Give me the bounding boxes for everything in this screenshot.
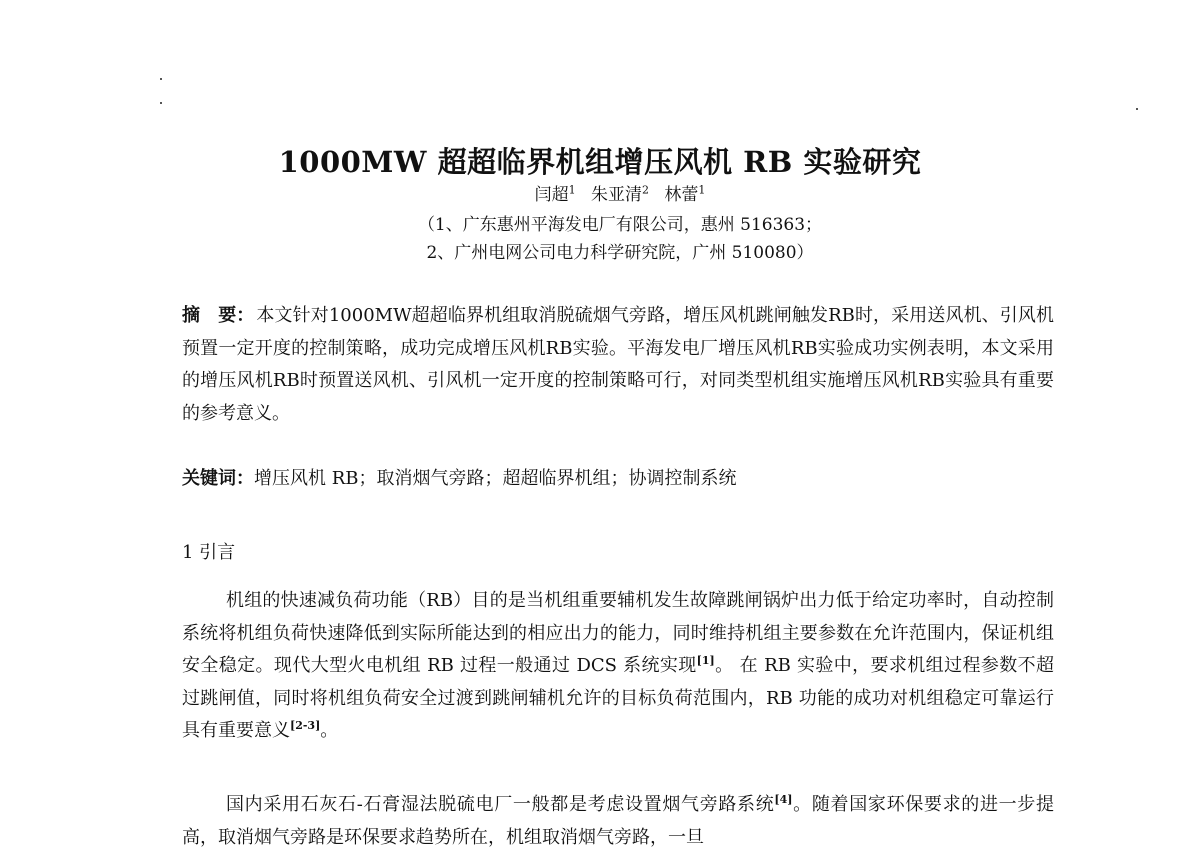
- citation: [4]: [774, 793, 793, 806]
- keywords: [182, 463, 1054, 495]
- affiliation-2: 2、广州电网公司电力科学研究院，广州 510080）: [426, 243, 814, 263]
- citation: [2-3]: [290, 719, 321, 732]
- section-heading: 1 引言: [182, 542, 236, 563]
- affiliation-1: （1、广东惠州平海发电厂有限公司，惠州 516363；: [417, 215, 823, 235]
- paper-title: 1000MW 超超临界机组增压风机 RB 实验研究: [278, 145, 922, 179]
- scan-speck: [1136, 108, 1138, 110]
- author: 林蕾$^1$: [664, 183, 706, 205]
- scan-speck: [160, 78, 162, 80]
- citation: [1]: [696, 654, 715, 667]
- author: 朱亚清$^2$: [591, 183, 649, 205]
- keywords-label: 关键词：: [182, 468, 254, 489]
- author-list: [0, 180, 1200, 205]
- abstract-label: 摘 要：: [182, 305, 255, 326]
- abstract-text: 本文针对1000MW超超临界机组取消脱硫烟气旁路，增压风机跳闸触发RB时，采用送风机、引风机预置一定开度的控制策略，成功完成增压风机RB实验。平海发电厂增压风机RB实验成功实例表明，本文采用的增压风机RB时预置送风机、引风机一定开度的控制策略可行，对同类型机组实施增压风机RB实验具有重要的参考意义。: [182, 305, 1054, 424]
- abstract: [182, 300, 1054, 430]
- scan-speck: [160, 102, 162, 104]
- body-paragraph-2: 国内采用石灰石-石膏湿法脱硫电厂一般都是考虑设置烟气旁路系统[4]。随着国家环保要求的进一步提高，取消烟气旁路是环保要求趋势所在，机组取消烟气旁路，一旦: [182, 793, 1054, 848]
- keywords-text: 增压风机 RB；取消烟气旁路；超超临界机组；协调控制系统: [254, 468, 737, 489]
- body-paragraph-1: 机组的快速减负荷功能（RB）目的是当机组重要辅机发生故障跳闸锅炉出力低于给定功率时，自动控制系统将机组负荷快速降低到实际所能达到的相应出力的能力，同时维持机组主要参数在允许范围内，保证机组安全稳定。现代大型火电机组 RB 过程一般通过 DCS 系统实现[1]。 在 RB 实验中，要求机组过程参数不超过跳闸值，同时将机组负荷安全过渡到跳闸辅机允许的目标负荷范围内，RB 功能的成功对机组稳定可靠运行具有重要意义[2-3]。: [182, 590, 1055, 741]
- author: 闫超$^1$: [534, 183, 576, 205]
